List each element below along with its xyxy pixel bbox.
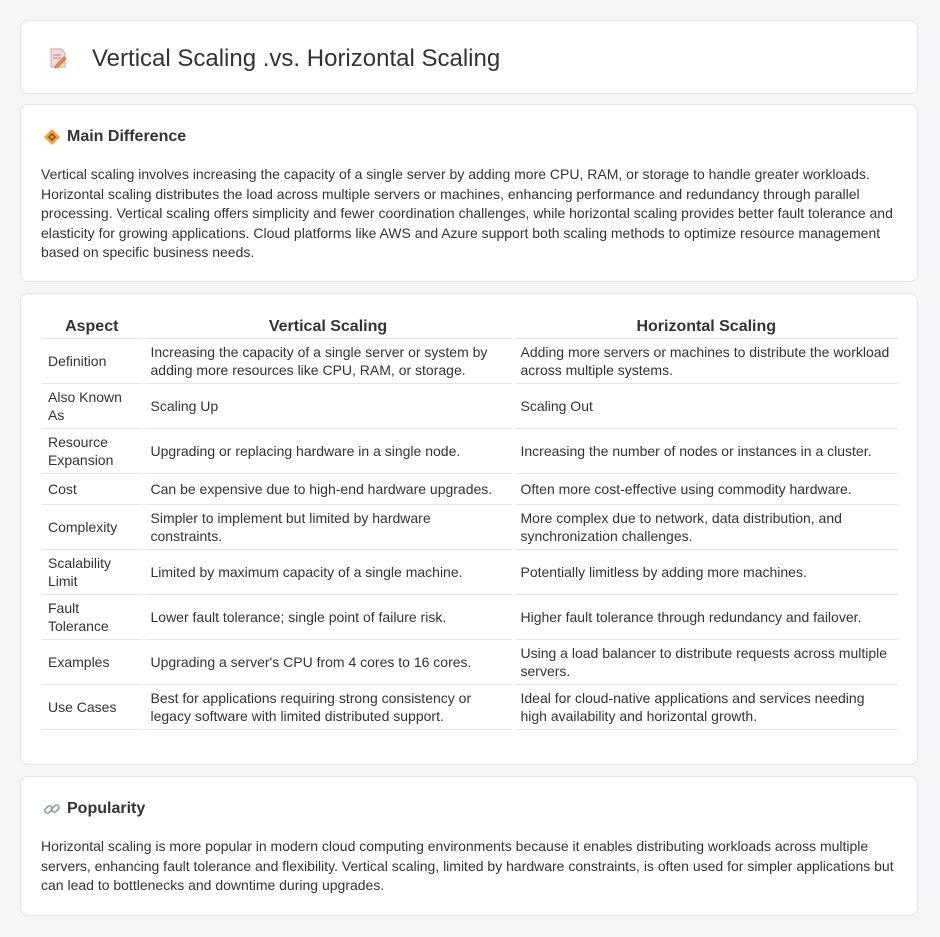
aspect-cell: Resource Expansion (42, 429, 143, 474)
popularity-section (20, 776, 918, 916)
document-pencil-icon (47, 47, 69, 69)
table-row (42, 384, 898, 429)
table-row (42, 339, 898, 384)
table-row (42, 640, 898, 685)
main-difference-section (20, 104, 918, 282)
horizontal-cell: Potentially limitless by adding more machines. (513, 550, 898, 595)
aspect-cell: Also Known As (42, 384, 143, 429)
table-row (42, 595, 898, 640)
title-card (20, 20, 918, 94)
diamond-icon (43, 128, 61, 146)
horizontal-cell: Scaling Out (513, 384, 898, 429)
popularity-text: Horizontal scaling is more popular in modern cloud computing environments because it enables distributing workloads across multiple servers, enhancing fault tolerance and flexibility. Vertical scaling, limited by hardware constraints, is often used for simpler applications but can lead to bottlenecks and downtime during upgrades. (41, 838, 894, 894)
horizontal-cell: More complex due to network, data distribution, and synchronization challenges. (513, 505, 898, 550)
horizontal-cell: Higher fault tolerance through redundancy and failover. (513, 595, 898, 640)
aspect-cell: Cost (42, 474, 143, 505)
header-horizontal-scaling: Horizontal Scaling (513, 316, 898, 339)
aspect-cell: Scalability Limit (42, 550, 143, 595)
table-row (42, 474, 898, 505)
horizontal-cell: Increasing the number of nodes or instances in a cluster. (513, 429, 898, 474)
vertical-cell: Upgrading a server's CPU from 4 cores to 16 cores. (143, 640, 513, 685)
table-row (42, 505, 898, 550)
comparison-table-section (20, 293, 918, 765)
page-title: Vertical Scaling .vs. Horizontal Scaling (92, 45, 501, 72)
horizontal-cell: Using a load balancer to distribute requests across multiple servers. (513, 640, 898, 685)
header-vertical-scaling: Vertical Scaling (143, 316, 513, 339)
main-difference-text: Vertical scaling involves increasing the capacity of a single server by adding more CPU, RAM, or storage to handle greater workloads. Horizontal scaling distributes the load across multiple servers or machines, enhancing performance and redundancy through parallel processing. Vertical scaling offers simplicity and fewer coordination challenges, while horizontal scaling provides better fault tolerance and elasticity for growing applications. Cloud platforms like AWS and Azure support both scaling methods to optimize resource management based on specific business needs. (41, 166, 893, 261)
table-row (42, 429, 898, 474)
horizontal-cell: Often more cost-effective using commodity hardware. (513, 474, 898, 505)
vertical-cell: Best for applications requiring strong consistency or legacy software with limited distributed support. (143, 685, 513, 730)
vertical-cell: Increasing the capacity of a single server or system by adding more resources like CPU, RAM, or storage. (143, 339, 513, 384)
vertical-cell: Scaling Up (143, 384, 513, 429)
header-aspect: Aspect (42, 316, 143, 339)
vertical-cell: Can be expensive due to high-end hardware upgrades. (143, 474, 513, 505)
comparison-table (42, 316, 898, 730)
vertical-cell: Lower fault tolerance; single point of failure risk. (143, 595, 513, 640)
vertical-cell: Upgrading or replacing hardware in a single node. (143, 429, 513, 474)
aspect-cell: Definition (42, 339, 143, 384)
horizontal-cell: Adding more servers or machines to distribute the workload across multiple systems. (513, 339, 898, 384)
aspect-cell: Examples (42, 640, 143, 685)
horizontal-cell: Ideal for cloud-native applications and services needing high availability and horizontal growth. (513, 685, 898, 730)
link-icon (43, 800, 61, 818)
aspect-cell: Complexity (42, 505, 143, 550)
vertical-cell: Limited by maximum capacity of a single machine. (143, 550, 513, 595)
main-difference-heading: Main Difference (67, 128, 187, 145)
vertical-cell: Simpler to implement but limited by hardware constraints. (143, 505, 513, 550)
table-row (42, 685, 898, 730)
table-row (42, 550, 898, 595)
aspect-cell: Use Cases (42, 685, 143, 730)
popularity-heading: Popularity (67, 800, 146, 817)
aspect-cell: Fault Tolerance (42, 595, 143, 640)
table-header-row (42, 316, 898, 339)
